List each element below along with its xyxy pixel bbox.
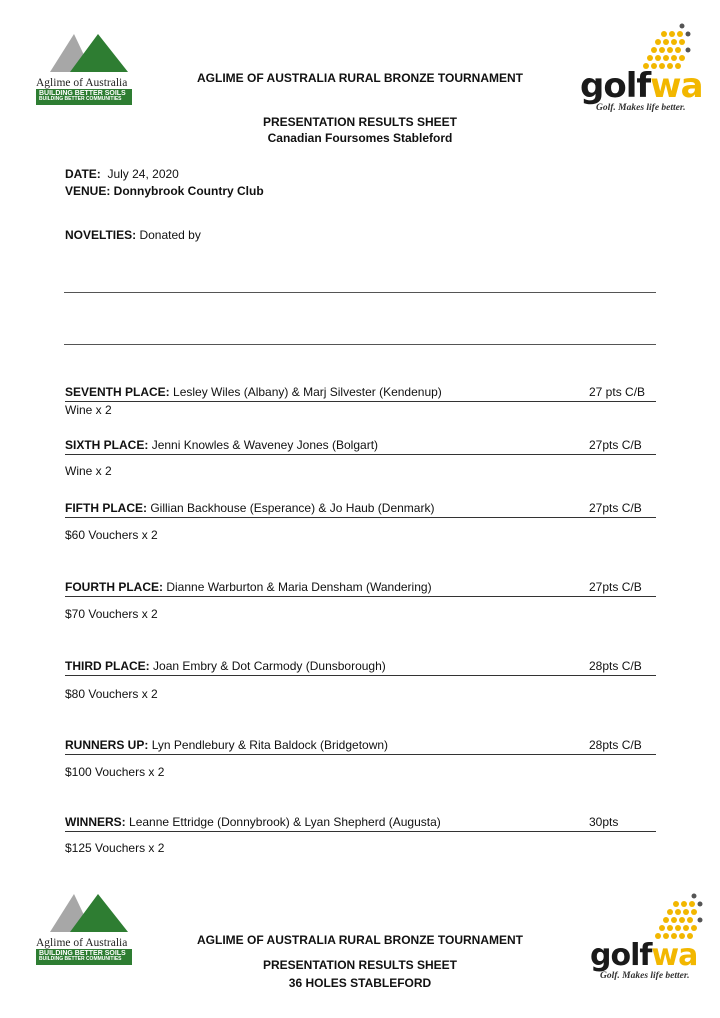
sheet-title: PRESENTATION RESULTS SHEET <box>262 115 457 129</box>
prize-third: $80 Vouchers x 2 <box>65 687 158 701</box>
aglime-banner <box>36 89 132 105</box>
aglime-banner-line1: BUILDING BETTER SOILS <box>39 950 126 957</box>
golfwa-dots-icon <box>578 22 698 70</box>
placing-names: Lesley Wiles (Albany) & Marj Silvester (Kendenup) <box>173 385 442 399</box>
prize-sixth: Wine x 2 <box>65 464 112 478</box>
placing-winners <box>65 815 656 832</box>
aglime-logo-footer <box>36 892 136 965</box>
placing-points: 27 pts C/B <box>589 385 646 399</box>
placing-label: FIFTH PLACE: <box>65 501 147 515</box>
placing-points: 28pts C/B <box>589 659 642 673</box>
placing-label: SEVENTH PLACE: <box>65 385 170 399</box>
prize-seventh: Wine x 2 <box>65 403 112 417</box>
placing-names: Jenni Knowles & Waveney Jones (Bolgart) <box>151 438 379 452</box>
placing-label: FOURTH PLACE: <box>65 580 163 594</box>
novelties-value: Donated by <box>139 228 201 242</box>
aglime-mountains-icon <box>36 892 136 932</box>
footer-sheet-title: PRESENTATION RESULTS SHEET <box>262 958 457 972</box>
golfwa-tagline: Golf. Makes life better. <box>600 971 690 981</box>
novelties-line <box>65 228 201 242</box>
placing-label: THIRD PLACE: <box>65 659 150 673</box>
prize-fourth: $70 Vouchers x 2 <box>65 607 158 621</box>
placing-names: Lyn Pendlebury & Rita Baldock (Bridgetown) <box>151 738 389 752</box>
placing-label: RUNNERS UP: <box>65 738 149 752</box>
placing-seventh <box>65 385 656 402</box>
aglime-banner-line1: BUILDING BETTER SOILS <box>39 90 126 97</box>
placing-names: Gillian Backhouse (Esperance) & Jo Haub (Denmark) <box>150 501 435 515</box>
placing-runners-up <box>65 738 656 755</box>
novelties-label: NOVELTIES: <box>65 228 137 242</box>
golfwa-word-golf: golf <box>590 938 652 973</box>
venue-line: VENUE: Donnybrook Country Club <box>65 184 264 198</box>
aglime-name: Aglime of Australia <box>36 77 128 89</box>
placing-label: WINNERS: <box>65 815 126 829</box>
prize-fifth: $60 Vouchers x 2 <box>65 528 158 542</box>
date-line <box>65 167 179 181</box>
golfwa-word-wa: wa <box>650 66 703 106</box>
placing-names: Joan Embry & Dot Carmody (Dunsborough) <box>153 659 386 673</box>
placing-points: 27pts C/B <box>589 580 642 594</box>
placing-fifth <box>65 501 656 518</box>
footer-format-title: 36 HOLES STABLEFORD <box>288 976 432 990</box>
placing-fourth <box>65 580 656 597</box>
aglime-name: Aglime of Australia <box>36 937 128 949</box>
golfwa-word-golf: golf <box>580 66 651 106</box>
aglime-mountains-icon <box>36 32 136 72</box>
golfwa-word-wa: wa <box>651 938 698 973</box>
aglime-banner-line2: BUILDING BETTER COMMUNITIES <box>39 96 122 103</box>
aglime-logo <box>36 32 136 105</box>
novelty-rule-1 <box>64 292 656 293</box>
placing-third <box>65 659 656 676</box>
placing-label: SIXTH PLACE: <box>65 438 149 452</box>
placing-names: Dianne Warburton & Maria Densham (Wandering) <box>166 580 432 594</box>
format-title: Canadian Foursomes Stableford <box>267 131 453 145</box>
placing-points: 27pts C/B <box>589 501 642 515</box>
placing-points: 27pts C/B <box>589 438 642 452</box>
placing-sixth <box>65 438 656 455</box>
prize-winners: $125 Vouchers x 2 <box>65 841 165 855</box>
golfwa-logo <box>578 22 703 113</box>
aglime-banner-line2: BUILDING BETTER COMMUNITIES <box>39 956 122 963</box>
footer-tournament-title: AGLIME OF AUSTRALIA RURAL BRONZE TOURNAMENT <box>197 933 523 947</box>
novelty-rule-2 <box>64 344 656 345</box>
placing-points: 28pts C/B <box>589 738 642 752</box>
date-value: July 24, 2020 <box>107 167 179 181</box>
prize-runners-up: $100 Vouchers x 2 <box>65 765 165 779</box>
placing-names: Leanne Ettridge (Donnybrook) & Lyan Shepherd (Augusta) <box>129 815 441 829</box>
tournament-title: AGLIME OF AUSTRALIA RURAL BRONZE TOURNAMENT <box>197 71 523 85</box>
date-label: DATE: <box>65 167 101 181</box>
placing-points: 30pts <box>589 815 619 829</box>
golfwa-tagline: Golf. Makes life better. <box>596 103 686 113</box>
